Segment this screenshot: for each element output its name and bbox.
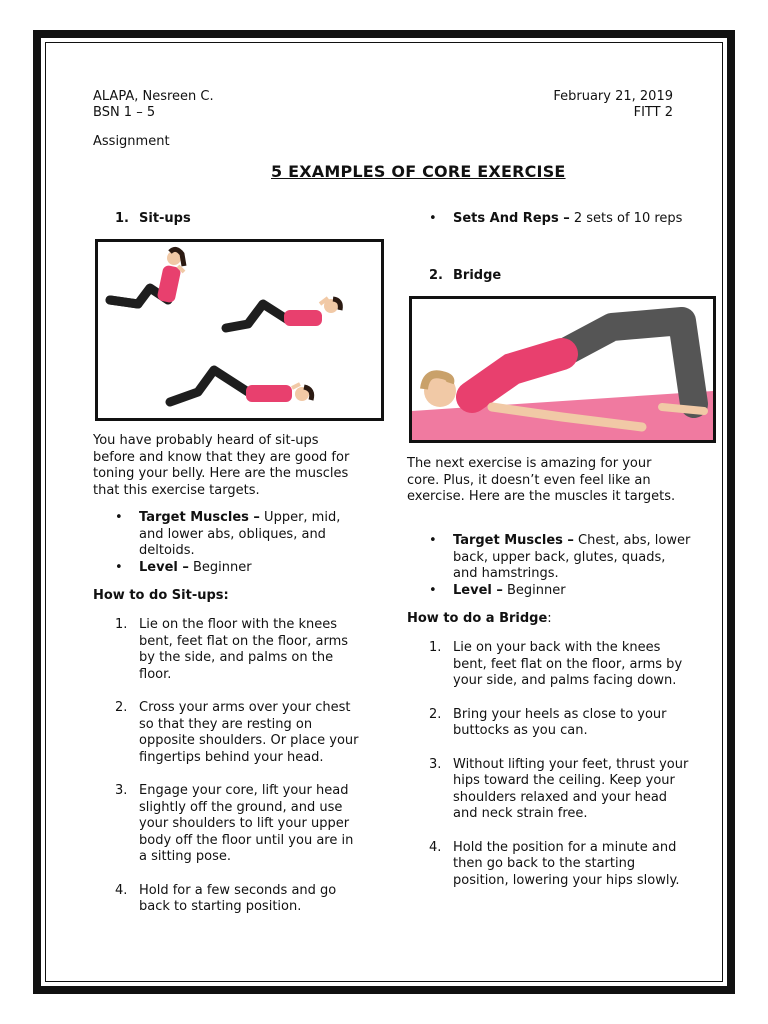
situps-steps	[93, 617, 363, 933]
bridge-heading: Bridge	[453, 268, 502, 283]
list-item: 3. Engage your core, lift your head slightly off the ground, and use your shoulders to lift your upper body off the floor until you are in a sitting pose.	[115, 783, 354, 864]
situps-sets-and-reps: • Sets And Reps – 2 sets of 10 reps	[407, 211, 692, 228]
list-item: 2. Bring your heels as close to your buttocks as you can.	[429, 706, 667, 738]
student-section: BSN 1 – 5	[93, 105, 156, 120]
assignment-label: Assignment	[93, 134, 170, 149]
list-item: 1. Lie on the floor with the knees bent, feet flat on the floor, arms by the side, and palms on the floor.	[115, 617, 349, 682]
bridge-image	[409, 296, 716, 443]
situps-image	[95, 239, 384, 421]
situps-sets-reps	[407, 211, 692, 228]
situps-details	[93, 510, 363, 576]
situps-target-muscles: • Target Muscles – Upper, mid, and lower abs, obliques, and deltoids.	[93, 510, 363, 560]
situps-intro: You have probably heard of sit-ups before and know that they are good for toning your belly. Here are the muscles that this exercise targets.	[93, 433, 350, 498]
situps-level: • Level – Beginner	[93, 560, 363, 577]
course-code: FITT 2	[633, 105, 673, 120]
bridge-target-muscles: • Target Muscles – Chest, abs, lower back, upper back, glutes, quads, and hamstrings.	[407, 533, 692, 583]
bridge-steps	[407, 640, 692, 906]
list-item: 2. Cross your arms over your chest so that they are resting on opposite shoulders. Or place your fingertips behind your head.	[115, 700, 359, 765]
situps-number: 1.	[115, 211, 129, 226]
situps-heading: Sit-ups	[139, 211, 191, 226]
bridge-details	[407, 533, 692, 599]
list-item: 4. Hold for a few seconds and go back to starting position.	[115, 882, 337, 914]
list-item: 4. Hold the position for a minute and then go back to the starting position, lowering your hips slowly.	[429, 839, 680, 888]
situps-howto-heading: How to do Sit-ups:	[93, 588, 229, 603]
list-item: 1. Lie on your back with the knees bent, feet flat on the floor, arms by your side, and palms facing down.	[429, 640, 683, 688]
list-item: 3. Without lifting your feet, thrust your hips toward the ceiling. Keep your shoulders relaxed and your head and neck strain free.	[429, 756, 689, 821]
student-name: ALAPA, Nesreen C.	[93, 89, 214, 104]
bridge-howto-heading: How to do a Bridge:	[407, 611, 552, 626]
bridge-number: 2.	[429, 268, 443, 283]
page-title: 5 EXAMPLES OF CORE EXERCISE	[271, 162, 566, 181]
bridge-intro: The next exercise is amazing for your core. Plus, it doesn’t even feel like an exercise. Here are the muscles it targets.	[407, 456, 676, 504]
bridge-level: • Level – Beginner	[407, 583, 692, 600]
assignment-date: February 21, 2019	[553, 89, 673, 104]
